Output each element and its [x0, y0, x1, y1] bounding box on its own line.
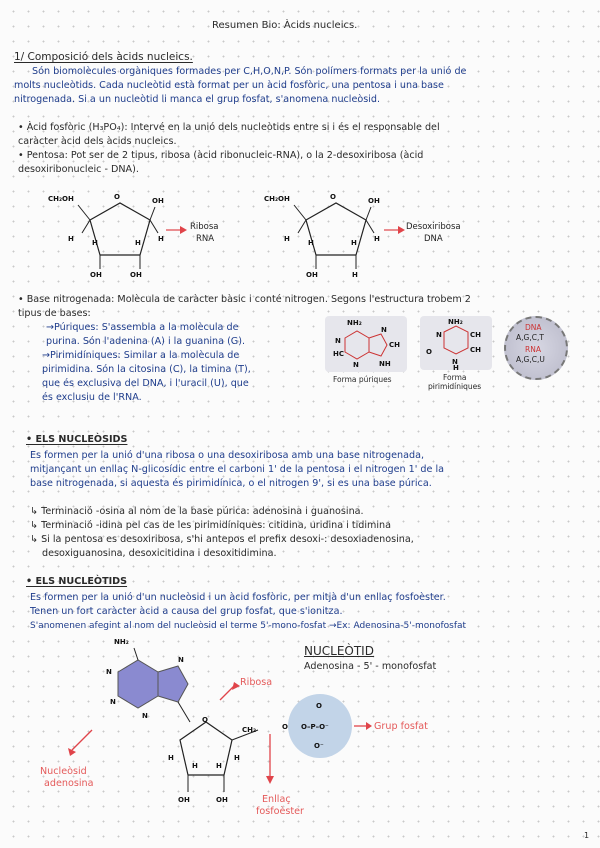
h-label: H [234, 754, 240, 762]
nucleosids-arrow-line: ↳ Terminació -osina al nom de la base púrica: adenosina i guanosina. [30, 506, 364, 517]
oh-label: OH [130, 271, 142, 279]
oh-label: OH [90, 271, 102, 279]
nucleosid-label: adenosina [44, 778, 94, 789]
nucleosids-arrow-line: desoxiguanosina, desoxicitidina i desoxitidimina. [42, 548, 277, 559]
bullet-line: caràcter àcid dels àcids nucleics. [18, 136, 177, 147]
nucleotid-heading: NUCLEÒTID [304, 644, 374, 658]
enllac-label: fosfoèster [256, 806, 305, 817]
nucleotids-title: • ELS NUCLEÒTIDS [26, 576, 128, 587]
o-label: O [316, 702, 322, 710]
pyr-caption: pirimidíniques [428, 382, 482, 391]
n-label: N [353, 361, 359, 369]
n-label: N [452, 358, 458, 366]
ribosa-label: Ribosa [190, 222, 219, 232]
pyr-caption: Forma [443, 373, 467, 382]
ch2oh-label: CH₂OH [48, 195, 74, 203]
page-number: 1 [584, 831, 590, 840]
paragraph-line: nitrogenada. Si a un nucleòtid li manca el grup fosfat, s'anomena nucleòsid. [14, 94, 381, 105]
o-label: O [282, 723, 288, 731]
n-label: N [106, 668, 112, 676]
nh2-label: NH₂ [114, 638, 129, 646]
bullet-line: • Àcid fosfòric (H₃PO₄): Intervé en la unió dels nucleòtids entre si i és el responsable del [18, 122, 440, 133]
deoxyribose-structure [256, 185, 496, 280]
puriques-line: purina. Són l'adenina (A) i la guanina (G). [46, 336, 246, 347]
bullet-line: • Pentosa: Pot ser de 2 tipus, ribosa (àcid ribonucleic-RNA), o la 2-desoxiribosa (àcid [18, 150, 424, 161]
ch-label: CH [389, 341, 400, 349]
nucleosids-line: Es formen per la unió d'una ribosa o una desoxiribosa amb una base nitrogenada, [30, 450, 425, 461]
circle-dna-bases: A,G,C,T [516, 333, 544, 342]
phosphate-label: O–P–O⁻ [301, 723, 329, 731]
pirimidiniques-line: és exclusiu de l'RNA. [42, 392, 142, 403]
o-label: O⁻ [314, 742, 324, 750]
pyrimidine-structure [420, 316, 492, 370]
pirimidiniques-line: pirimidina. Són la citosina (C), la timina (T), [42, 364, 251, 375]
hc-label: HC [333, 350, 344, 358]
nucleosids-arrow-line: ↳ Si la pentosa es desoxiribosa, s'hi antepos el prefix desoxi-: desoxiadenosina, [30, 534, 414, 545]
nh2-label: NH₂ [347, 319, 362, 327]
ring-oxygen: O [114, 193, 120, 201]
circle-dna-label: DNA [525, 323, 542, 332]
nucleosids-line: base nitrogenada, si aquesta és pirimidínica, o el nitrogen 9', si es una base púrica. [30, 478, 432, 489]
oh-label: OH [216, 796, 228, 804]
ribose-structure [40, 185, 240, 280]
purine-structure [325, 316, 407, 372]
oh-label: OH [306, 271, 318, 279]
rna-label: RNA [196, 234, 215, 244]
enllac-label: Enllaç [262, 794, 291, 805]
ch2-label: CH₂ [242, 726, 257, 734]
h-label: H [68, 235, 74, 243]
circle-rna-label: RNA [525, 345, 541, 354]
nucleotids-line: Es formen per la unió d'un nucleòsid i un àcid fosfòric, per mitjà d'un enllaç fosfoèster. [30, 592, 446, 603]
o-label: O [202, 716, 208, 724]
nh2-label: NH₂ [448, 318, 463, 326]
nucleosid-label: Nucleòsid [40, 766, 87, 777]
paragraph-line: molts nucleòtids. Cada nucleòtid està format per un àcid fosfòric, una pentosa i una base [14, 80, 444, 91]
h-label: H [374, 235, 380, 243]
h-label: H [352, 271, 358, 279]
oh-label: OH [152, 197, 164, 205]
ch-label: CH [470, 331, 481, 339]
pirimidiniques-line: que és exclusiva del DNA, i l'uracil (U), que [42, 378, 249, 389]
h-label: H [158, 235, 164, 243]
bullet-line: desoxiribonucleic - DNA). [18, 164, 139, 175]
n-label: N [178, 656, 184, 664]
o-label: O [426, 348, 432, 356]
n-label: N [381, 326, 387, 334]
ribosa-label: Ribosa [240, 677, 273, 688]
nucleosids-line: mitjançant un enllaç N-glicosídic entre el carboni 1' de la pentosa i el nitrogen 1' de la [30, 464, 445, 475]
h-label: H [92, 239, 98, 247]
section-title: 1/ Composició dels àcids nucleics. [14, 51, 193, 63]
h-label: H [168, 754, 174, 762]
h-label: H [453, 364, 459, 370]
oh-label: OH [178, 796, 190, 804]
purine-caption: Forma púriques [333, 375, 392, 384]
desoxiribosa-label: Desoxiribosa [406, 222, 461, 232]
bullet-line: tipus de bases: [18, 308, 91, 319]
nucleotids-line: Tenen un fort caràcter àcid a causa del grup fosfat, que s'ionitza. [30, 606, 343, 617]
oh-label: OH [368, 197, 380, 205]
nucleosids-title: • ELS NUCLEÒSIDS [26, 434, 128, 445]
n-label: N [335, 337, 341, 345]
ch2oh-label: CH₂OH [264, 195, 290, 203]
h-label: H [308, 239, 314, 247]
n-label: N [110, 698, 116, 706]
paragraph-line: Són biomolècules orgàniques formades per C,H,O,N,P. Són polímers formats per la unió de [32, 66, 467, 77]
h-label: H [135, 239, 141, 247]
bullet-line: • Base nitrogenada: Molècula de caràcter bàsic i conté nitrogen. Segons l'estructura trobem 2 [18, 294, 471, 305]
h-label: H [192, 762, 198, 770]
dna-label: DNA [424, 234, 443, 244]
circle-rna-bases: A,G,C,U [516, 355, 545, 364]
h-label: H [284, 235, 290, 243]
page-title: Resumen Bio: Àcids nucleics. [212, 20, 358, 31]
puriques-line: →Púriques: S'assembla a la molècula de [46, 322, 239, 333]
nh-label: NH [379, 360, 391, 368]
nucleotid-subheading: Adenosina - 5' - monofosfat [304, 661, 437, 672]
grup-fosfat-label: Grup fosfat [374, 721, 428, 732]
h-label: H [216, 762, 222, 770]
nucleotide-structure [20, 630, 460, 840]
n-label: N [142, 712, 148, 720]
h-label: H [351, 239, 357, 247]
nucleosids-arrow-line: ↳ Terminació -idina pel cas de les pirimidíniques: citidina, uridina i tidimina [30, 520, 392, 531]
ring-oxygen: O [330, 193, 336, 201]
nucleotids-line: S'anomenen afegint al nom del nucleòsid el terme 5'-mono-fosfat →Ex: Adenosina-5'-monofosfat [30, 621, 467, 631]
ch-label: CH [470, 346, 481, 354]
pirimidiniques-line: →Pirimidíniques: Similar a la molècula de [42, 350, 240, 361]
n-label: N [436, 331, 442, 339]
